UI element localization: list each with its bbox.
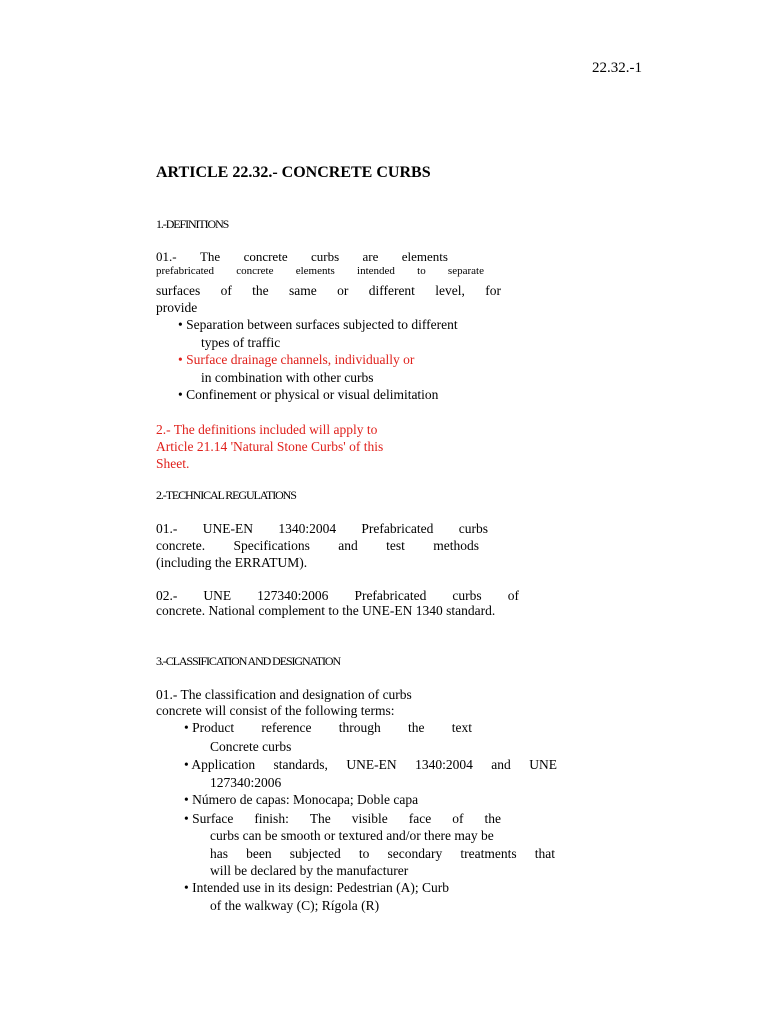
word: has	[210, 846, 228, 861]
word: for	[485, 283, 501, 298]
definitions-bullet-confinement: • Confinement or physical or visual delimitation	[178, 386, 438, 403]
definitions-paragraph-line-3	[156, 282, 501, 299]
word: UNE	[203, 588, 232, 603]
classification-bullet-use-cont: of the walkway (C); Rígola (R)	[210, 898, 380, 913]
technical-reg-1-line-2	[156, 537, 479, 554]
word: Prefabricated	[361, 521, 434, 536]
word: 01.-	[156, 249, 177, 264]
word: concrete	[236, 265, 274, 277]
word: of	[220, 283, 232, 298]
word: and	[338, 538, 358, 553]
word: are	[362, 249, 379, 264]
word: subjected	[289, 846, 341, 861]
word: treatments	[460, 846, 517, 861]
word: secondary	[387, 846, 443, 861]
section-heading-classification: 3.-CLASSIFICATION AND DESIGNATION	[156, 654, 341, 668]
technical-reg-2-line-2: concrete. National complement to the UNE-EN 1340 standard.	[156, 603, 496, 618]
word: the	[252, 283, 269, 298]
definitions-note-line-2: Article 21.14 'Natural Stone Curbs' of this	[156, 439, 384, 454]
technical-reg-1-line-3: (including the ERRATUM).	[156, 555, 308, 570]
classification-paragraph-line-1: 01.- The classification and designation of curbs	[156, 687, 412, 702]
word: test	[386, 538, 405, 553]
classification-bullet-product-cont: Concrete curbs	[210, 739, 292, 754]
word: 1340:2004	[278, 521, 337, 536]
definitions-bullet-separation: • Separation between surfaces subjected to different	[178, 316, 458, 333]
definitions-bullet-drainage-cont: in combination with other curbs	[201, 370, 374, 385]
word: standards,	[273, 757, 328, 772]
word: UNE-EN	[202, 521, 253, 536]
definitions-bullet-drainage: • Surface drainage channels, individually or	[178, 351, 414, 368]
word: same	[289, 283, 317, 298]
word: different	[368, 283, 415, 298]
word: of	[507, 588, 519, 603]
word: The	[309, 811, 331, 826]
word: surfaces	[156, 283, 201, 298]
word: face	[408, 811, 432, 826]
classification-bullet-product	[184, 719, 472, 736]
classification-bullet-finish-cont-3: will be declared by the manufacturer	[210, 863, 409, 878]
definitions-note-line-1: 2.- The definitions included will apply to	[156, 422, 378, 437]
page-number: 22.32.-1	[592, 60, 642, 76]
section-heading-technical: 2.-TECHNICAL REGULATIONS	[156, 488, 296, 502]
word: concrete	[243, 249, 288, 264]
classification-bullet-finish-cont-1: curbs can be smooth or textured and/or there may be	[210, 828, 494, 843]
word: the	[408, 720, 425, 735]
word: methods	[433, 538, 479, 553]
word: elements	[295, 265, 335, 277]
technical-reg-1-line-1	[156, 520, 488, 537]
word: Prefabricated	[354, 588, 427, 603]
word: 01.-	[156, 521, 178, 536]
word: curbs	[458, 521, 488, 536]
article-title: ARTICLE 22.32.- CONCRETE CURBS	[156, 164, 431, 181]
word: the	[484, 811, 501, 826]
definitions-note-line-3: Sheet.	[156, 456, 190, 471]
word: elements	[401, 249, 448, 264]
classification-bullet-standards	[184, 756, 557, 773]
word: The	[199, 249, 221, 264]
definitions-paragraph-line-1	[156, 248, 448, 265]
word: or	[337, 283, 349, 298]
word: reference	[261, 720, 312, 735]
definitions-bullet-separation-cont: types of traffic	[201, 335, 281, 350]
word: • Surface	[184, 811, 234, 826]
word: to	[417, 265, 426, 277]
word: UNE-EN	[346, 757, 397, 772]
classification-bullet-use: • Intended use in its design: Pedestrian (A); Curb	[184, 879, 449, 896]
section-heading-definitions: 1.-DEFINITIONS	[156, 217, 229, 231]
word: 02.-	[156, 588, 178, 603]
word: 1340:2004	[415, 757, 473, 772]
word: text	[451, 720, 472, 735]
word: prefabricated	[156, 265, 215, 277]
word: • Product	[184, 720, 235, 735]
word: that	[534, 846, 555, 861]
definitions-paragraph-line-4: provide	[156, 300, 198, 315]
classification-bullet-finish-cont-2	[210, 845, 555, 862]
word: concrete.	[156, 538, 206, 553]
word: 127340:2006	[257, 588, 329, 603]
definitions-paragraph-line-2	[156, 265, 484, 277]
classification-bullet-finish	[184, 810, 501, 827]
word: UNE	[529, 757, 557, 772]
word: of	[452, 811, 464, 826]
word: intended	[357, 265, 395, 277]
word: level,	[435, 283, 465, 298]
word: curbs	[310, 249, 340, 264]
word: to	[358, 846, 370, 861]
word: curbs	[452, 588, 482, 603]
word: separate	[447, 265, 484, 277]
word: • Application	[184, 757, 256, 772]
word: and	[491, 757, 511, 772]
word: visible	[351, 811, 388, 826]
word: through	[338, 720, 381, 735]
classification-paragraph-line-2: concrete will consist of the following terms:	[156, 703, 395, 718]
word: been	[246, 846, 272, 861]
word: Specifications	[233, 538, 310, 553]
classification-bullet-layers: • Número de capas: Monocapa; Doble capa	[184, 791, 418, 808]
classification-bullet-standards-cont: 127340:2006	[210, 775, 282, 790]
word: finish:	[254, 811, 289, 826]
